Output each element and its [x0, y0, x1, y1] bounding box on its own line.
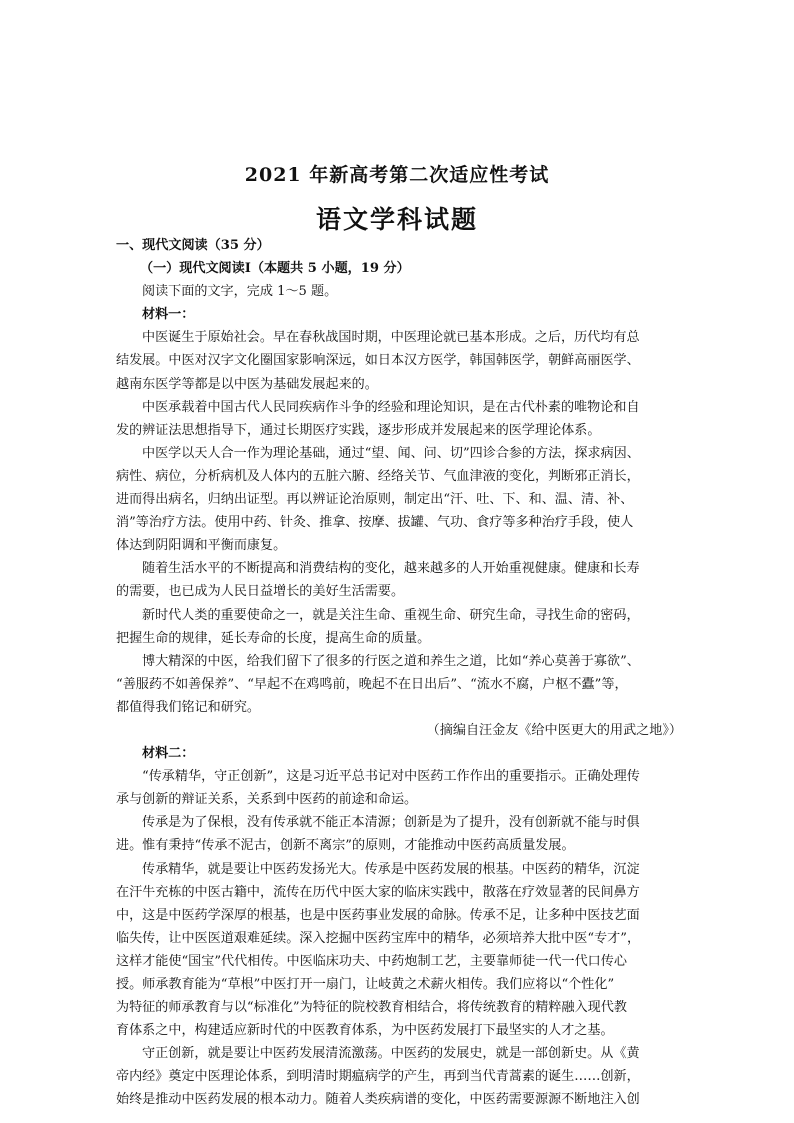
material2-line: 临失传，让中医医道艰难延续。深入挖掘中医药宝库中的精华，必须培养大批中医“专才”，: [116, 930, 641, 946]
material2-line: “传承精华，守正创新”，这是习近平总书记对中医药工作作出的重要指示。正确处理传: [142, 769, 640, 785]
material1-line: 中医承载着中国古代人民同疾病作斗争的经验和理论知识，是在古代朴素的唯物论和自: [142, 399, 640, 415]
material2-line: 为特征的师承教育与以“标准化”为特征的院校教育相结合，将传统教育的精粹融入现代教: [116, 1000, 627, 1016]
material1-line: 中医诞生于原始社会。早在春秋战国时期，中医理论就已基本形成。之后，历代均有总: [142, 330, 640, 346]
part-heading: （一）现代文阅读Ⅰ（本题共 5 小题，19 分）: [140, 261, 410, 277]
material2-line: 授。师承教育能为“草根”中医打开一扇门，让岐黄之术薪火相传。我们应将以“个性化”: [116, 977, 615, 992]
material1-line: 发的辨证法思想指导下，通过长期医疗实践，逐步形成并发展起来的医学理论体系。: [116, 422, 601, 438]
material2-line: 始终是推动中医药发展的根本动力。随着人类疾病谱的变化，中医药需要源源不断地注入创: [116, 1092, 640, 1108]
material2-label: 材料二：: [142, 746, 195, 762]
material1-line: “善服药不如善保养”、“早起不在鸡鸣前，晚起不在日出后”、“流水不腐，户枢不蠹”等，: [116, 676, 628, 692]
material1-line: 都值得我们铭记和研究。: [116, 699, 261, 715]
material1-line: 进而得出病名，归纳出证型。再以辨证论治原则，制定出“汗、吐、下、和、温、清、补、: [116, 492, 634, 508]
material1-line: 新时代人类的重要使命之一，就是关注生命、重视生命、研究生命，寻找生命的密码，: [142, 607, 640, 623]
material1-line: 中医学以天人合一作为理论基础，通过“望、闻、问、切”四诊合参的方法，探求病因、: [142, 445, 640, 461]
material2-line: 守正创新，就是要让中医药发展清流激荡。中医药的发展史，就是一部创新史。从《黄: [142, 1046, 640, 1062]
material2-line: 这样才能使“国宝”代代相传。中医临床功夫、中药炮制工艺，主要靠师徒一代一代口传心: [116, 953, 627, 969]
material2-line: 进。惟有秉持“传承不泥古，创新不离宗”的原则，才能推动中医药高质量发展。: [116, 838, 575, 854]
exam-title: 2021 年新高考第二次适应性考试: [244, 164, 550, 186]
material1-line: 病性、病位，分析病机及人体内的五脏六腑、经络关节、气血津液的变化，判断邪正消长，: [116, 468, 640, 484]
material1-label: 材料一：: [142, 307, 195, 323]
material1-line: 博大精深的中医，给我们留下了很多的行医之道和养生之道，比如“养心莫善于寡欲”、: [142, 653, 640, 669]
section-heading: 一、现代文阅读（35 分）: [116, 238, 270, 253]
material2-line: 传承是为了保根，没有传承就不能正本清源；创新是为了提升，没有创新就不能与时俱: [142, 815, 640, 831]
material2-line: 承与创新的辩证关系，关系到中医药的前途和命运。: [116, 792, 418, 808]
material1-line: 的需要，也已成为人民日益增长的美好生活需要。: [116, 584, 405, 600]
material1-line: 结发展。中医对汉字文化圈国家影响深远，如日本汉方医学，韩国韩医学，朝鲜高丽医学、: [116, 353, 640, 369]
material2-line: 传承精华，就是要让中医药发扬光大。传承是中医药发展的根基。中医药的精华，沉淀: [142, 861, 640, 877]
exam-subtitle: 语文学科试题: [315, 205, 478, 234]
content-body: [116, 234, 682, 1112]
material1-line: 把握生命的规律，延长寿命的长度，提高生命的质量。: [116, 630, 431, 646]
instruction: 阅读下面的文字，完成 1～5 题。: [142, 284, 338, 300]
material1-line: 消”等治疗方法。使用中药、针灸、推拿、按摩、拔罐、气功、食疗等多种治疗手段，使人: [116, 515, 634, 531]
material2-line: 育体系之中，构建适应新时代的中医教育体系，为中医药发展打下最坚实的人才之基。: [116, 1023, 614, 1039]
material1-line: 越南东医学等都是以中医为基础发展起来的。: [116, 376, 378, 392]
material2-line: 帝内经》奠定中医理论体系，到明清时期瘟病学的产生，再到当代青蒿素的诞生……创新，: [116, 1069, 640, 1085]
material1-line: 随着生活水平的不断提高和消费结构的变化，越来越多的人开始重视健康。健康和长寿: [142, 561, 640, 577]
material2-line: 在汗牛充栋的中医古籍中，流传在历代中医大家的临床实践中，散落在疗效显著的民间鼻方: [116, 884, 640, 900]
material1-line: 体达到阴阳调和平衡而康复。: [116, 538, 287, 554]
material2-line: 中，这是中医药学深厚的根基，也是中医药事业发展的命脉。传承不足，让多种中医技艺面: [116, 907, 640, 923]
material1-source: （摘编自汪金友《给中医更大的用武之地》）: [426, 722, 682, 738]
